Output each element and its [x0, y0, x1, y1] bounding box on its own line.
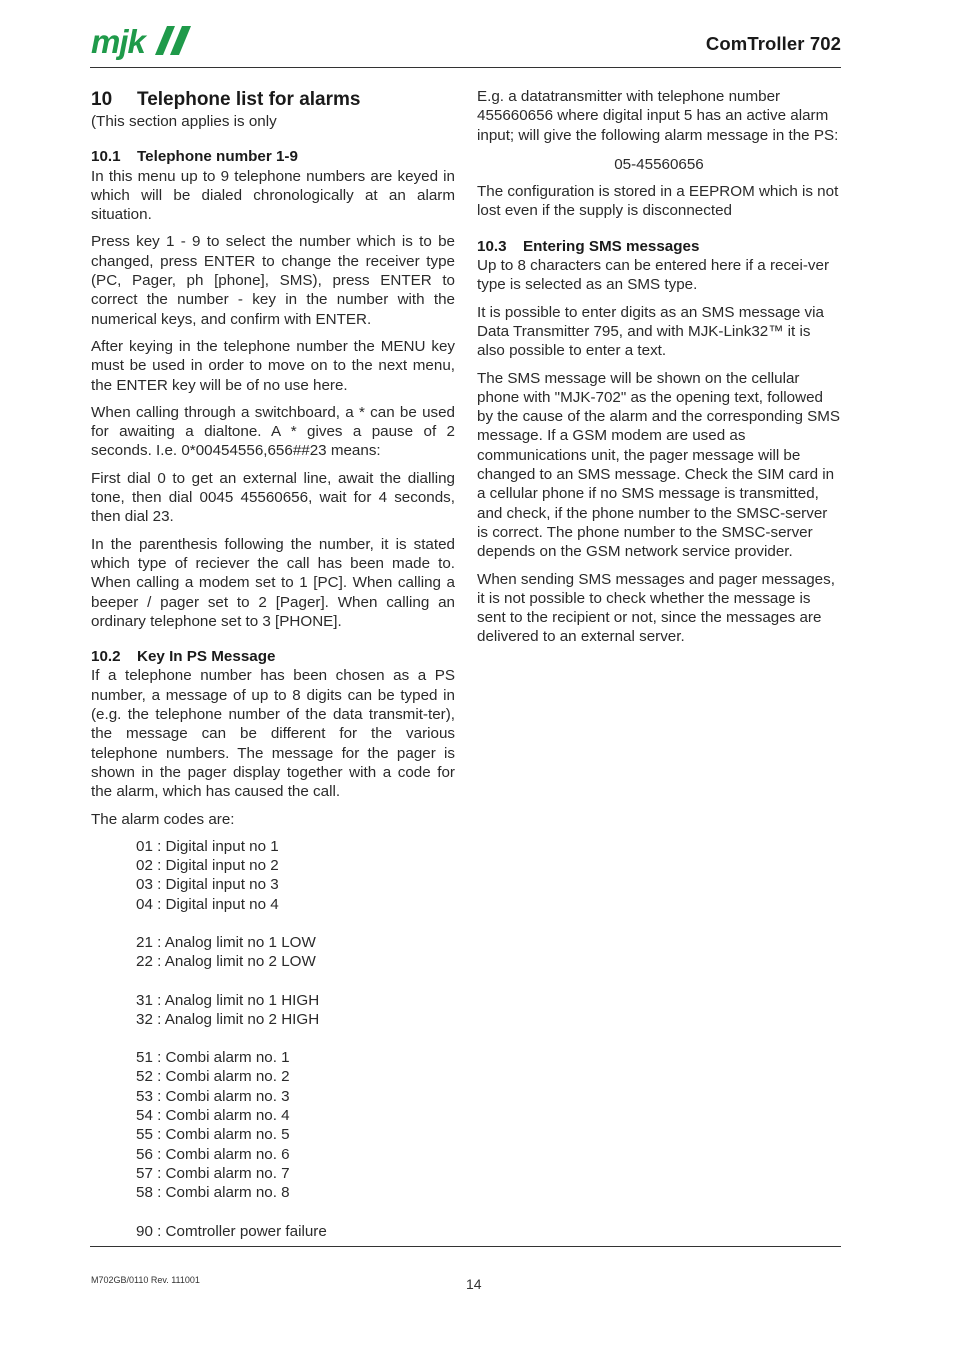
subsection-title: Key In PS Message: [137, 648, 276, 666]
paragraph: Up to 8 characters can be entered here if a recei-ver type is selected as an SMS type.: [477, 257, 830, 294]
code-group-analog-low: [136, 933, 455, 972]
paragraph: After keying in the telephone number the MENU key must be used in order to move on to the next menu, the ENTER key will be of no use here.: [91, 337, 455, 394]
subsection-heading-10-1: [91, 147, 455, 166]
document-reference: M702GB/0110 Rev. 111001: [91, 1275, 200, 1285]
right-column: [477, 87, 841, 655]
paragraph: If a telephone number has been chosen as a PS number, a message of up to 8 digits can be typed in (e.g. the telephone number of the data transmit-ter), the message can be different for the various telephone numbers. The message for the pager is shown in the pager display together with a code for the alarm, which has caused the call.: [91, 667, 455, 801]
paragraph: Press key 1 - 9 to select the number which is to be changed, press ENTER to change the receiver type (PC, Pager, ph [phone], SMS), press ENTER to correct the number - key in the number with the numerical keys, and confirm with ENTER.: [91, 233, 455, 328]
alarm-code: 31 : Analog limit no 1 HIGH: [136, 991, 320, 1009]
left-column: [91, 87, 455, 1260]
code-group-combi: [136, 1048, 455, 1202]
paragraph: The SMS message will be shown on the cellular phone with "MJK-702" as the opening text, followed by the cause of the alarm and the corresponding SMS message. If a GSM modem are used as communications unit, the pager message will be changed to an SMS message. Check the SIM card in a cellular phone if no SMS message is transmitted, and check, if the phone number to the SMSC-server is correct. The phone number to the SMSC-server depends on the GSM network service provider.: [477, 369, 841, 561]
paragraph: It is possible to enter digits as an SMS message via Data Transmitter 795, and with MJK-Link32™ it is also possible to enter a text.: [477, 303, 824, 360]
alarm-code: 22 : Analog limit no 2 LOW: [136, 953, 316, 971]
alarm-code: 55 : Combi alarm no. 5: [136, 1126, 290, 1144]
logo-text: mjk: [91, 23, 145, 60]
paragraph: When calling through a switchboard, a * can be used for awaiting a dialtone. A * gives a pause of 2 seconds. I.e. 0*00454556,656##23 means:: [91, 403, 455, 460]
mjk-logo: [91, 22, 195, 62]
code-group-analog-high: [136, 991, 455, 1030]
alarm-code-list: [136, 837, 455, 1241]
subsection-heading-10-3: [477, 237, 841, 256]
paragraph: The alarm codes are:: [91, 810, 235, 828]
footer-rule: [90, 1246, 841, 1247]
alarm-code: 52 : Combi alarm no. 2: [136, 1068, 290, 1086]
paragraph: In the parenthesis following the number, it is stated which type of reciever the call has been made to. When calling a modem set to 1 [PC]. When calling a beeper / pager set to 2 [Pager]. When calling an ordinary telephone set to 3 [PHONE].: [91, 535, 455, 630]
subsection-title: Telephone number 1-9: [137, 148, 298, 166]
alarm-code: 03 : Digital input no 3: [136, 876, 279, 894]
alarm-code: 02 : Digital input no 2: [136, 857, 279, 875]
section-number: 10: [91, 89, 113, 110]
subsection-number: 10.2: [91, 648, 121, 666]
code-group-digital: [136, 837, 455, 914]
paragraph: When sending SMS messages and pager messages, it is not possible to check whether the message is sent to the recipient or not, since the messages are delivered to an external server.: [477, 570, 835, 646]
section-title: Telephone list for alarms: [137, 89, 361, 110]
product-title: ComTroller 702: [705, 33, 841, 54]
example-message: 05-45560656: [614, 155, 704, 173]
alarm-code: 32 : Analog limit no 2 HIGH: [136, 1010, 320, 1028]
paragraph: E.g. a datatransmitter with telephone number 455660656 where digital input 5 has an active alarm input; will give the following alarm message in the PS:: [477, 88, 839, 144]
logo-image: [91, 22, 195, 62]
alarm-code: 56 : Combi alarm no. 6: [136, 1145, 290, 1163]
code-group-power: [136, 1222, 455, 1241]
subsection-title: Entering SMS messages: [523, 237, 700, 255]
subsection-number: 10.3: [477, 237, 507, 255]
alarm-code: 90 : Comtroller power failure: [136, 1222, 327, 1240]
paragraph: In this menu up to 9 telephone numbers are keyed in which will be dialed chronologically at an alarm situation.: [91, 167, 455, 224]
alarm-code: 21 : Analog limit no 1 LOW: [136, 933, 316, 951]
alarm-code: 53 : Combi alarm no. 3: [136, 1087, 290, 1105]
alarm-code: 01 : Digital input no 1: [136, 837, 279, 855]
alarm-code: 54 : Combi alarm no. 4: [136, 1107, 290, 1125]
alarm-code: 51 : Combi alarm no. 1: [136, 1049, 290, 1067]
alarm-code: 57 : Combi alarm no. 7: [136, 1164, 290, 1182]
alarm-code: 58 : Combi alarm no. 8: [136, 1184, 290, 1202]
paragraph: The configuration is stored in a EEPROM which is not lost even if the supply is disconnected: [477, 183, 839, 220]
page-number: 14: [466, 1276, 482, 1292]
paragraph: First dial 0 to get an external line, await the dialling tone, then dial 0045 45560656, wait for 4 seconds, then dial 23.: [91, 469, 455, 526]
alarm-code: 04 : Digital input no 4: [136, 895, 279, 913]
section-heading: [91, 89, 455, 111]
subsection-number: 10.1: [91, 148, 121, 166]
section-intro: (This section applies is only: [91, 113, 277, 130]
subsection-heading-10-2: [91, 647, 455, 666]
header-rule: [90, 67, 841, 68]
